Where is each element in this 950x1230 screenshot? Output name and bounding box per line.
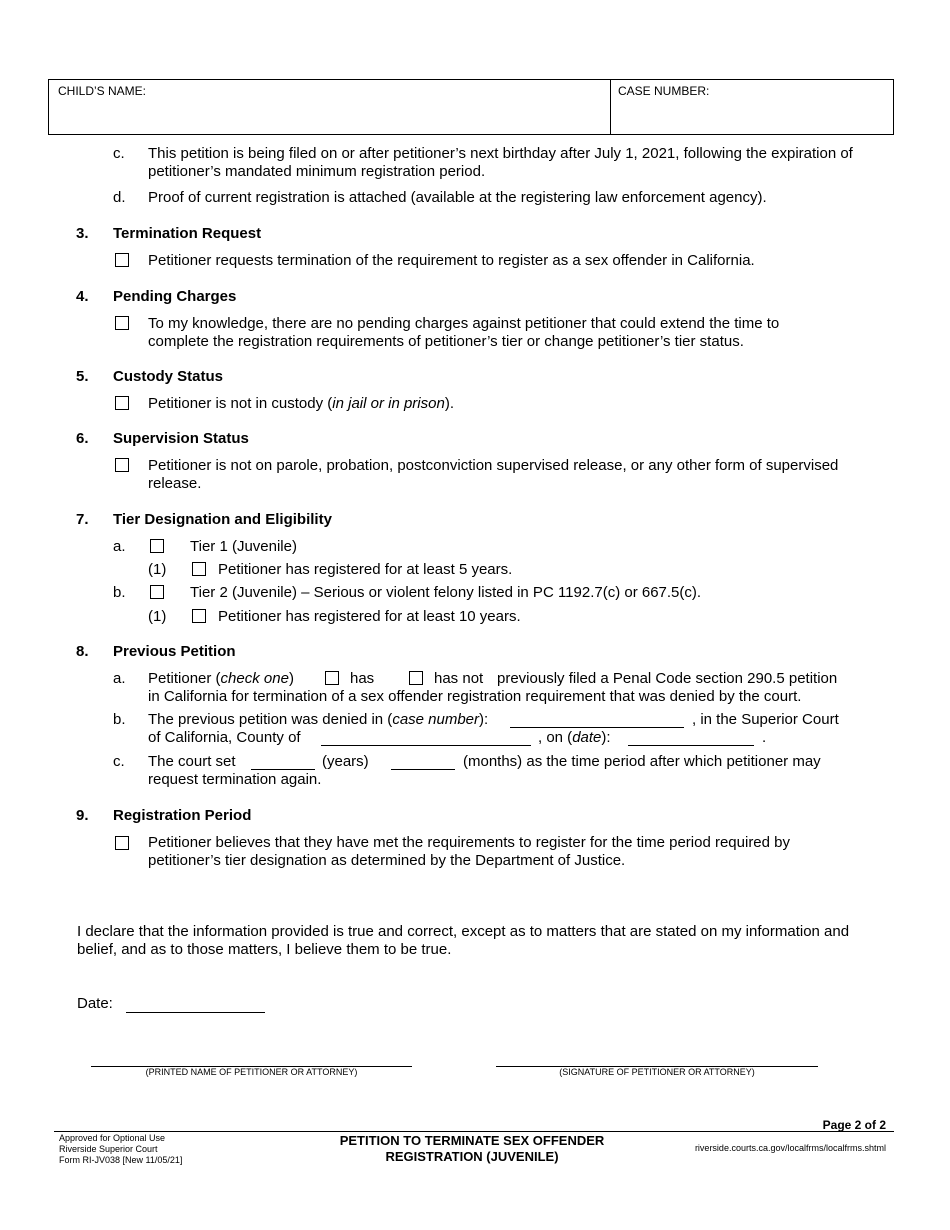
tier1-5-years-checkbox[interactable] bbox=[192, 562, 206, 576]
item7-a1-number: (1) bbox=[148, 561, 167, 578]
item8-a-petitioner: Petitioner (check one) bbox=[148, 670, 294, 687]
item7-a-letter: a. bbox=[113, 538, 126, 555]
item8-b-superior: , in the Superior Court bbox=[692, 711, 839, 728]
item8-b-period: . bbox=[762, 729, 767, 746]
date-label: Date: bbox=[77, 995, 113, 1012]
item8-b-letter: b. bbox=[113, 711, 126, 728]
item9-title: Registration Period bbox=[113, 807, 252, 824]
child-name-label: CHILD’S NAME: bbox=[58, 84, 147, 98]
child-name-field[interactable] bbox=[58, 100, 598, 130]
printed-name-label: (PRINTED NAME OF PETITIONER OR ATTORNEY) bbox=[145, 1067, 358, 1077]
pending-charges-checkbox[interactable] bbox=[115, 316, 129, 330]
item7-b1-text: Petitioner has registered for at least 10 years. bbox=[218, 608, 521, 625]
custody-status-checkbox[interactable] bbox=[115, 396, 129, 410]
item7-a1-text: Petitioner has registered for at least 5 years. bbox=[218, 561, 513, 578]
item8-a-has-not: has not bbox=[434, 670, 484, 687]
denial-date-input-line[interactable] bbox=[628, 745, 754, 746]
item2-d-text: Proof of current registration is attached (available at the registering law enforcement agency). bbox=[148, 189, 767, 206]
item8-c-months: (months) as the time period after which petitioner may bbox=[463, 753, 821, 770]
county-input-line[interactable] bbox=[321, 745, 531, 746]
item8-b-county: of California, County of bbox=[148, 729, 301, 746]
tier2-10-years-checkbox[interactable] bbox=[192, 609, 206, 623]
footer-rule bbox=[54, 1131, 894, 1132]
footer-court: Riverside Superior Court bbox=[59, 1144, 158, 1154]
footer-url: riverside.courts.ca.gov/localfrms/localfrms.shtml bbox=[694, 1143, 886, 1153]
item4-title: Pending Charges bbox=[113, 288, 237, 305]
item6-number: 6. bbox=[76, 430, 89, 447]
item8-number: 8. bbox=[76, 643, 89, 660]
case-number-input-line[interactable] bbox=[510, 727, 684, 728]
item7-b-letter: b. bbox=[113, 584, 126, 601]
item8-c-years: (years) bbox=[322, 753, 369, 770]
item8-a-rest: previously filed a Penal Code section 290.5 petition bbox=[497, 670, 838, 687]
has-not-filed-checkbox[interactable] bbox=[409, 671, 423, 685]
item8-a-has: has bbox=[350, 670, 375, 687]
item5-text: Petitioner is not in custody (in jail or in prison). bbox=[148, 395, 454, 412]
item8-title: Previous Petition bbox=[113, 643, 236, 660]
footer-approved: Approved for Optional Use bbox=[59, 1133, 166, 1143]
item9-text: Petitioner believes that they have met the requirements to register for the time period required by petitioner’s tier designation as determined by the Department of Justice. bbox=[148, 834, 791, 869]
item7-title: Tier Designation and Eligibility bbox=[113, 511, 332, 528]
caption-box bbox=[48, 79, 894, 135]
item2-c-letter: c. bbox=[113, 145, 125, 162]
item7-b-text: Tier 2 (Juvenile) – Serious or violent felony listed in PC 1192.7(c) or 667.5(c). bbox=[190, 584, 702, 601]
item2-d-letter: d. bbox=[113, 189, 126, 206]
item8-b-text1: The previous petition was denied in (case number): bbox=[148, 711, 489, 728]
item7-number: 7. bbox=[76, 511, 89, 528]
caption-divider bbox=[610, 80, 611, 134]
supervision-status-checkbox[interactable] bbox=[115, 458, 129, 472]
item7-a-text: Tier 1 (Juvenile) bbox=[190, 538, 297, 555]
item7-b1-number: (1) bbox=[148, 608, 167, 625]
item4-text: To my knowledge, there are no pending charges against petitioner that could extend the time to complete the registration requirements of petitioner’s tier or change petitioner’s tier status. bbox=[148, 315, 780, 350]
months-input-line[interactable] bbox=[391, 769, 455, 770]
date-input-line[interactable] bbox=[126, 1012, 265, 1013]
footer-form-number: Form RI-JV038 [New 11/05/21] bbox=[59, 1155, 183, 1165]
item8-c-line2: request termination again. bbox=[148, 771, 322, 788]
item3-number: 3. bbox=[76, 225, 89, 242]
item2-c-text: This petition is being filed on or after petitioner’s next birthday after July 1, 2021, following the expiration of petitioner’s mandated minimum registration period. bbox=[148, 145, 853, 180]
item4-number: 4. bbox=[76, 288, 89, 305]
item8-a-line2: in California for termination of a sex offender registration requirement that was denied by the court. bbox=[148, 688, 802, 705]
signature-label: (SIGNATURE OF PETITIONER OR ATTORNEY) bbox=[559, 1067, 755, 1077]
tier1-checkbox[interactable] bbox=[150, 539, 164, 553]
footer-title-line2: REGISTRATION (JUVENILE) bbox=[385, 1149, 559, 1164]
years-input-line[interactable] bbox=[251, 769, 315, 770]
item8-a-letter: a. bbox=[113, 670, 126, 687]
item3-text: Petitioner requests termination of the requirement to register as a sex offender in California. bbox=[148, 252, 755, 269]
item8-c-court-set: The court set bbox=[148, 753, 236, 770]
item9-number: 9. bbox=[76, 807, 89, 824]
footer-title-line1: PETITION TO TERMINATE SEX OFFENDER bbox=[339, 1133, 605, 1148]
item8-b-on: , on (date): bbox=[538, 729, 611, 746]
declaration-text: I declare that the information provided is true and correct, except as to matters that are stated on my information and belief, and as to those matters, I believe them to be true. bbox=[77, 923, 850, 958]
case-number-field[interactable] bbox=[618, 100, 888, 130]
item6-text: Petitioner is not on parole, probation, postconviction supervised release, or any other form of supervised release. bbox=[148, 457, 839, 492]
item8-c-letter: c. bbox=[113, 753, 125, 770]
item5-number: 5. bbox=[76, 368, 89, 385]
tier2-checkbox[interactable] bbox=[150, 585, 164, 599]
case-number-label: CASE NUMBER: bbox=[618, 84, 710, 98]
item6-title: Supervision Status bbox=[113, 430, 249, 447]
page-number: Page 2 of 2 bbox=[822, 1118, 886, 1132]
item3-title: Termination Request bbox=[113, 225, 262, 242]
termination-request-checkbox[interactable] bbox=[115, 253, 129, 267]
item5-title: Custody Status bbox=[113, 368, 224, 385]
registration-period-checkbox[interactable] bbox=[115, 836, 129, 850]
has-filed-checkbox[interactable] bbox=[325, 671, 339, 685]
